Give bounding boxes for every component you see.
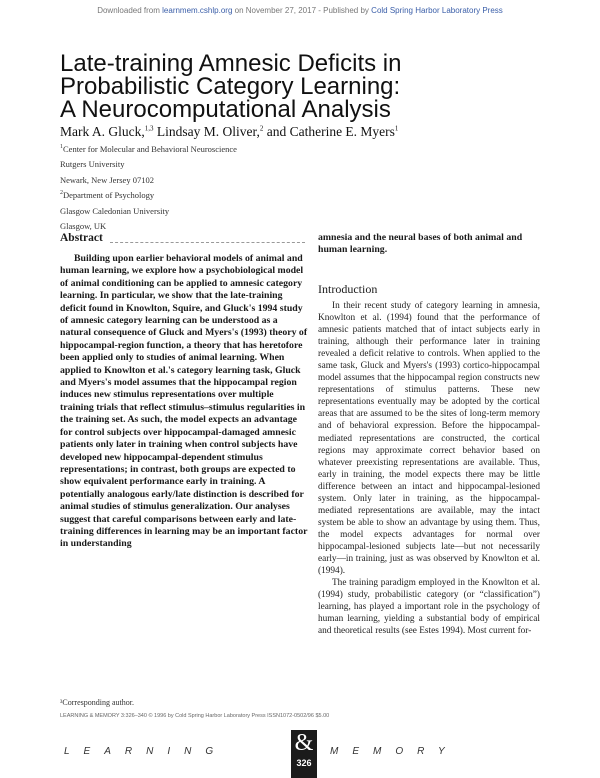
- introduction-heading: Introduction: [318, 282, 378, 296]
- abstract-body: Building upon earlier behavioral models of animal and human learning, we explore how a psychobiological model of animal conditioning can be applied to amnesic category learning. In particular, we show that the late-training deficit found in Knowlton, Squire, and Gluck's 1994 study of amnesic category learning can be understood as a natural consequence of Gluck and Myers's (1993) theory of hippocampal-region function, a theory that has heretofore been applied only to studies of animal learning. When applied to Knowlton et al.'s category learning task, Gluck and Myers's model assumes that the hippocampal region induces new stimulus representations over multiple training trials that reflect stimulus–stimulus regularities in the training set. As such, the model expects an advantage for control subjects over hippocampal-damaged amnesic patients only later in training when control subjects have developed new hippocampal-dependent stimulus representations; in contrast, both groups are expected to show equivalent performance early in training. A potentially analogous early/late distinction is described for animal studies of stimulus generalization. Our analyses suggest that careful comparisons between early and late-training differences in learning may be an important factor in understanding: [60, 253, 308, 550]
- affiliations: [60, 141, 360, 234]
- title-line: Late-training Amnesic Deficits in: [60, 50, 402, 77]
- page-number: 326: [296, 758, 312, 768]
- author-sup: 1,3: [144, 124, 154, 133]
- paragraph: In their recent study of category learning in amnesia, Knowlton et al. (1994) found that the performance of amnesic patients matched that of intact subjects early in training, although their performance later in training revealed a deficit relative to controls. When applied to the same task, Gluck and Myers's (1993) cortico-hippocampal model assumes that the hippocampal region constructs new representations of stimulus patterns. These new representations eventually may be adopted by the cortical areas that are assumed to be the sites of long-term memory and of behavioral expression. Before the hippocampal-mediated representations are constructed, the cortical regions may approximate correct behavior based on whatever preexisting representations are available. Thus, early in training, the model expects there may be little difference between an intact and hippocampal-lesioned system. Only later in training, as the hippocampal-mediated representations are available, may the intact system be able to show an advantage by using them. Thus, the model expects advantages for normal over hippocampal-lesioned subjects late—but not necessarily early—in training, just as was observed by Knowlton et al. (1994).: [318, 301, 540, 577]
- banner-prefix: Downloaded from: [97, 6, 160, 15]
- affiliation-line: Glasgow Caledonian University: [60, 205, 170, 216]
- affiliation-line: Glasgow, UK: [60, 220, 107, 231]
- affiliation-line: $^2$Department of Psychology: [60, 190, 155, 201]
- introduction-body: [318, 300, 540, 637]
- affiliation-line: Newark, New Jersey 07102: [60, 174, 154, 185]
- abstract-heading: Abstract: [60, 232, 103, 244]
- journal-footer: [0, 730, 600, 776]
- author-name: Mark A. Gluck,: [60, 124, 145, 139]
- footer-citation: LEARNING & MEMORY 3:326–340 © 1996 by Cold Spring Harbor Laboratory Press ISSN1072-0502/96 $5.00: [60, 713, 330, 719]
- download-banner: [0, 6, 600, 15]
- journal-name-left: LEARNING: [64, 746, 228, 757]
- paper-title: [60, 52, 540, 121]
- site-link[interactable]: learnmem.cshlp.org: [162, 6, 233, 15]
- title-line: Probabilistic Category Learning:: [60, 73, 401, 100]
- affiliation-line: Rutgers University: [60, 159, 125, 170]
- publisher-link[interactable]: Cold Spring Harbor Laboratory Press: [371, 6, 503, 15]
- journal-logo-box: [291, 730, 317, 778]
- abstract-continuation: amnesia and the neural bases of both animal and human learning.: [318, 232, 523, 256]
- author-sup: 2: [259, 124, 264, 133]
- ampersand-logo: &: [294, 730, 314, 756]
- author-name: Lindsay M. Oliver,: [156, 124, 260, 139]
- paragraph: The training paradigm employed in the Knowlton et al. (1994) study, probabilistic category (or “classification”) learning, has played a important role in the psychology of human learning, yielding a substantial body of empirical and theoretical results (see Estes 1994). Most current for-: [318, 578, 540, 637]
- affiliation-line: $^1$Center for Molecular and Behavioral Neuroscience: [60, 143, 237, 154]
- author-list: [60, 124, 540, 140]
- banner-middle: on November 27, 2017 - Published by: [234, 6, 369, 15]
- author-name: Catherine E. Myers: [289, 124, 395, 139]
- author-sup: 1: [394, 124, 399, 133]
- abstract-rule: [110, 242, 305, 243]
- corresponding-author-footnote: ³Corresponding author.: [60, 698, 134, 707]
- journal-name-right: MEMORY: [330, 746, 459, 757]
- title-line: A Neurocomputational Analysis: [60, 96, 391, 123]
- author-conjunction: and: [266, 124, 287, 139]
